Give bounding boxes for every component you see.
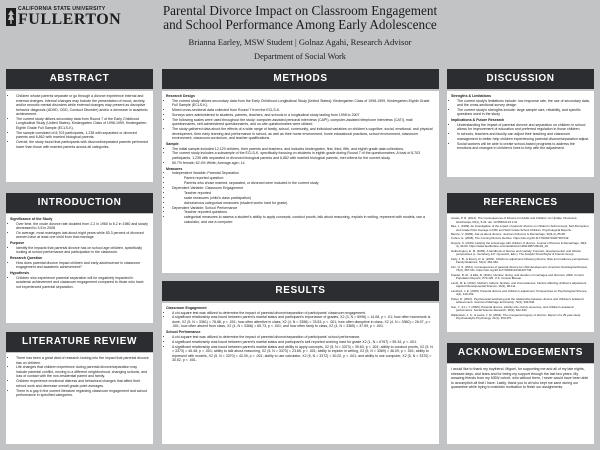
university-logo — [5, 5, 125, 41]
list-item: • A chi-square test was utilized to determine the impact of parental divorce/separation of participants' classroom engagement. — [172, 311, 435, 316]
list-item: • Parent reported question: — [172, 176, 435, 181]
reference-item: Dupont, S. (2019). Helping the school-age with children of divorce. Journal of Divorce & Remarriage, 39(3-4), 43-62. https://www.tandfonline.com/doi/abs/10.1300/J087v39n03_03 — [451, 240, 588, 249]
list-item: • Mixed cross-sectional data collected from Round 7 from the ECLS-K. — [172, 108, 435, 113]
discussion-panel — [447, 91, 594, 177]
poster-title-line-2: and School Performance Among Early Adolescence — [163, 17, 437, 32]
literature-review-panel — [6, 353, 153, 444]
acknowledgements-heading: ACKNOWLEDGEMENTS — [447, 343, 594, 363]
reference-item: Amato, P. R. (2014). The Consequences of Divorce for Adults and Children: An Update. Drustvena Istrazivanja, 23(1), 5-24. doi: 10.5559/di.23.1.01 — [451, 216, 577, 224]
results-panel — [162, 303, 439, 444]
list-item: • Over time, the crude divorce rate doubled from 2.2 in 1960 to 5.2 in 1980 and slowly decreased to 3.5 in 2008 — [16, 222, 149, 231]
university-seal-icon — [5, 7, 17, 27]
list-item: • Life changes that children experience during parental divorce/separation may include parental conflict, moving to a different neighborhood, changing schools, and loss of contact with the non-residential parent and family. — [16, 365, 149, 379]
reference-item: Hetherington, E. M. (2009). A handbook of divorce and custody: Forensic, developmental, and clinical perspectives (L. Gunsberg & P. Hymowitz, Eds.). The Analytic Press/Taylor & Francis Group. — [451, 248, 581, 257]
list-item: • In schools, teachers and faculty can adjust their teaching and classroom management to better help children experiencing parental divorce/separation adjust. — [457, 132, 590, 141]
list-item: • Understanding the impact of parental divorce and separation on children in school allows for improvement of education and preferred regulation in those children. — [457, 123, 590, 132]
reference-item: Kreider, R. M., & Ellis, R. (2011). Number, timing, and duration of marriages and divorces: 2009. Current Population Reports, P70-125. U.S. Census Bureau. — [451, 272, 584, 281]
list-item: • Parents who chose married, separated, or divorced were included in the current study — [172, 181, 435, 186]
hypothesis-heading: Hypothesis — [10, 271, 30, 276]
abstract-heading: ABSTRACT — [6, 69, 153, 89]
reference-item: Sun, Y., & Li, Y. (2009). Parental divorce, sibship size, family resources, and children's academic performance. Social Science Research, 38(3), 622-634. — [451, 304, 574, 313]
significance-heading: Significance of the Study — [10, 217, 53, 221]
list-item: • How does parental divorce impact children and early adolescence in classroom engagement and academic achievement? — [16, 261, 149, 270]
list-item: • The initial sample included 12,129 children, their parents and teachers, and includes kindergarten, first, third, fifth, and eighth grade data collections. — [172, 147, 435, 152]
list-item: • There has been a great deal of research looking into the impact that parental divorce has on children. — [16, 356, 149, 365]
list-item: • The study gathered data about the effects of a wide range of family, school, community, and individual variables on children's cognitive, social, emotional, and physical development, their early learning and performance in school, as well as their home environment, home educational practices, school environment, classroom environment, classroom curriculum, and teacher qualifications. — [172, 127, 435, 141]
strengths-limitations-heading: Strengths & Limitations — [451, 94, 492, 98]
list-item: • Independent Variable: Parental Separation — [172, 171, 435, 176]
list-item: • A chi-square test was utilized to determine the impact of parental divorce/separation of participants' school performance. — [172, 335, 435, 340]
reference-item: Bee, J. (1999). An investigation of the impact of parents' divorce on children's Self-Concept, Self-Perception, and Grade Point Average in Fifth and Sixth Grade School Children. Psychological Reports. — [451, 223, 590, 232]
list-item: • The current study includes a subsample of the ECLS-K, specifically focusing on students in eighth grade during Round 7 of the questionnaires. A total of 8,703 participants, 1,235 with separated or divorced biological parents and 6,862 with married biological parents, met criteria for the current study. — [172, 151, 435, 160]
list-item: • The current study's limitations include: low response rate, the use of secondary data, and the cross-sectional survey design — [457, 99, 590, 108]
list-item: • Social workers will be able to create school-based programs to address the emotions and changes in children's lives to help with the adjustment. — [457, 142, 590, 151]
poster-header — [0, 0, 600, 62]
reference-item: Kim, H. S. (2011). Consequences of parental divorce for child development. American Sociological Review, 76(3), 487-511. https://doi.org/10.1177/0003122411407748 — [451, 264, 588, 273]
list-item: • Children who experience parental separation will be negatively impacted in academic achievement and classroom engagement compared to those who have not experienced parental separation. — [16, 276, 149, 290]
list-item: • 50.7% female; 62.4% White; Average age= 14 — [172, 161, 435, 166]
list-item: • A significant relationship was found between parent's marital status and participant's self-reported working hard for grade X2 (1, N = 6767) = 55.34, p < .001. — [172, 340, 435, 345]
list-item: • The current study utilizes secondary data from Round 7 of the Early Childhood Longitudinal Study (United States): Kindergarten Class of 1998-1999, Kindergarten-Eighth Grade Full Sample (ECLS-K). — [16, 117, 149, 131]
research-question-heading: Research Question — [10, 256, 43, 261]
discussion-heading: DISCUSSION — [447, 69, 594, 89]
references-panel — [447, 214, 594, 332]
classroom-engagement-heading: Classroom Engagement — [166, 306, 207, 310]
list-item: • categorical measures to assess a student's ability to apply concepts, conduct proofs, talk about reasoning, explain in writing, represent with models, use a calculator, and use a computer. — [172, 215, 435, 224]
research-design-heading: Research Design — [166, 94, 195, 98]
poster-authors: Brianna Earley, MSW Student | Golnaz Agahi, Research Advisor — [188, 37, 412, 47]
sample-heading: Sample — [166, 142, 179, 147]
list-item: • A significant relationship was found between parent's marital status and participant's importance of grades, X2 (3, N = 6996) = 14.08, p < .01; how often homework is done, X2 (5, N = 3361) = 78.88, p < .001; how often attentive in class, X2 (4, N = 3356) = 78.53, p < .001; how often disruptive in class, X2 (4, N = 3360) = 26.97, p < .001; how often absent from class, X2 (4, N = 3366) = 65.73, p < .001; and how often tardy to class, X2 (4, N = 3365) = 37.59, p < .001. — [172, 315, 435, 329]
list-item: • Children whose parents separate or go through a divorce experience internal and external changes. Internal changes may include the presentation of mood, anxiety, and/or neurotic mental disorders while external changes may present as disruptive behavior diagnosis (ADHD, ODD, Conduct Disorder) and/or a decrease in academic achievement. — [16, 94, 149, 117]
list-item: • A significant relationship was found between parent's marital status and ability to apply concepts, X2 (5, N = 3373) = 39.63, p < .001; ability to conduct proofs, X2 (5, N = 3373) = 46.48, p < .001; ability to talk about reasoning, X2 (5, N = 3373) = 23.65, p < .001; ability to explain in writing, X2 (5, N = 3369) = 46.09, p < .001; ability to represent with models, X2 (5, N = 3370) = 43.39, p < .001; ability to use calculator, X2 (5, N = 3372) = 30.02, p < .001; and ability to use computer, X2 (5, N = 3370) = 30.52, p < .001. — [172, 345, 435, 363]
results-heading: RESULTS — [162, 281, 439, 301]
list-item: • Children experience emotional distress and behavioral changes that affect their school work and decrease overall grade point averages. — [16, 379, 149, 388]
university-system-name: CALIFORNIA STATE UNIVERSITY — [18, 6, 106, 12]
list-item: • On average, most marriages last about eight years while 83.3 percent of divorced women have at least one child from that marriage — [16, 231, 149, 240]
reference-item: Kelly, J. B., & Emery, R. E. (2003). Children's adjustment following divorce: Risk and resilience perspectives. Family Relations, 52(4), 352-362. — [451, 256, 590, 265]
acknowledgements-text: I would like to thank my boyfriend, Miguel, for supporting me and all of my late nights, stressed days, and tears and for being my support through the last two years. My amazing friends from my MSW cohort, who without them, I never would have been able to accomplish all that I have. Lastly, thank you to all who kept me sane during our quarantine while trying to maintain motivation to finish our assignments. — [451, 367, 589, 389]
reference-item: Lamb, M. E. (2012). Mothers, fathers, families, and circumstances: Factors affecting children's adjustment. Applied Developmental Science, 16(2), 98-111. — [451, 280, 587, 289]
list-item: • The following scales were used throughout the study: computer-assisted personal interviews (CAPI), computer-assisted telephone interviews (CATI), mail questionnaires, self-administered questionnaires, and on-site questionnaires were utilized — [172, 118, 435, 127]
poster-title — [130, 4, 470, 32]
methods-heading: METHODS — [162, 69, 439, 89]
list-item: • Teacher reported — [172, 191, 435, 196]
list-item: • Dependent Variable: Classroom Engagement — [172, 186, 435, 191]
university-name: FULLERTON — [18, 11, 122, 28]
list-item: • dichotomous categorical measures (student works hard for grade). — [172, 201, 435, 206]
poster-title-line-1: Parental Divorce Impact on Classroom Engagement — [162, 3, 438, 18]
list-item: • scale measures (child's class participation) — [172, 196, 435, 201]
list-item: • The current study utilizes secondary data from the Early Childhood Longitudinal Study [United States]: Kindergarten Class of 1998-1999, Kindergarten-Eighth Grade Full Sample (ECLS-K). — [172, 99, 435, 108]
acknowledgements-panel — [447, 364, 594, 444]
list-item: • Teacher reported questions — [172, 210, 435, 215]
list-item: • Dependent Variable: School Performance — [172, 206, 435, 211]
reference-item: Benzie, V. (1999). Ask us about divorce. Journal of Divorce & Remarriage, 30(3-4), 85-98. — [451, 231, 566, 236]
reference-item: Wallerstein, J. S., & Lewis, J. M. (2004). The unexpected legacy of divorce: Report of a 25-year study. Psychoanalytic Psychology, 21(3), 353-370. — [451, 312, 581, 321]
list-item: • The sample consisted of 8,703 participants, 1,235 with separated or divorced parents and 6,862 with married biological parents. — [16, 131, 149, 140]
implications-heading: Implications & Future Research — [451, 118, 505, 123]
reference-item: Cohen, G. (2008). The Coming Divorce Decline. https://doi.org/10.1177/0002716207307249 — [451, 236, 569, 241]
poster-department: Department of Social Work — [254, 52, 346, 61]
methods-panel — [162, 91, 439, 273]
list-item: • The current study's strengths include: large sample size, reliability, and specific questions used in the study — [457, 108, 590, 117]
list-item: • There is a gap in the current literature regarding classroom engagement and school performance in specified categories. — [16, 389, 149, 398]
measures-heading: Measures — [166, 166, 183, 171]
list-item: • Overall, the study found that participants with divorced/separated parents performed lower than those with married parents across all categories. — [16, 140, 149, 149]
reference-item: Lansford, J. E. (2009). Parental divorce and children's adjustment. Perspectives on Psychological Science, 4(2), 140-152. — [451, 288, 588, 297]
introduction-heading: INTRODUCTION — [6, 193, 153, 213]
references-heading: REFERENCES — [447, 193, 594, 213]
list-item: • Surveys were administered to students, parents, teachers, and schools in a longitudinal study lasting from 1998 to 2007 — [172, 113, 435, 118]
reference-item: Potter, D. (2010). Psychosocial well-being and the relationship between divorce and children's academic achievement. Journal of Marriage and Family, 72(4), 933-946. — [451, 296, 585, 305]
abstract-panel — [6, 91, 153, 182]
list-item: • Identify the impacts that parental divorce has on school age children, specifically looking at school performance and participation in the classroom. — [16, 246, 149, 255]
purpose-heading: Purpose — [10, 241, 25, 246]
literature-review-heading: LITERATURE REVIEW — [6, 332, 153, 352]
introduction-panel — [6, 214, 153, 323]
school-performance-heading: School Performance — [166, 330, 201, 335]
